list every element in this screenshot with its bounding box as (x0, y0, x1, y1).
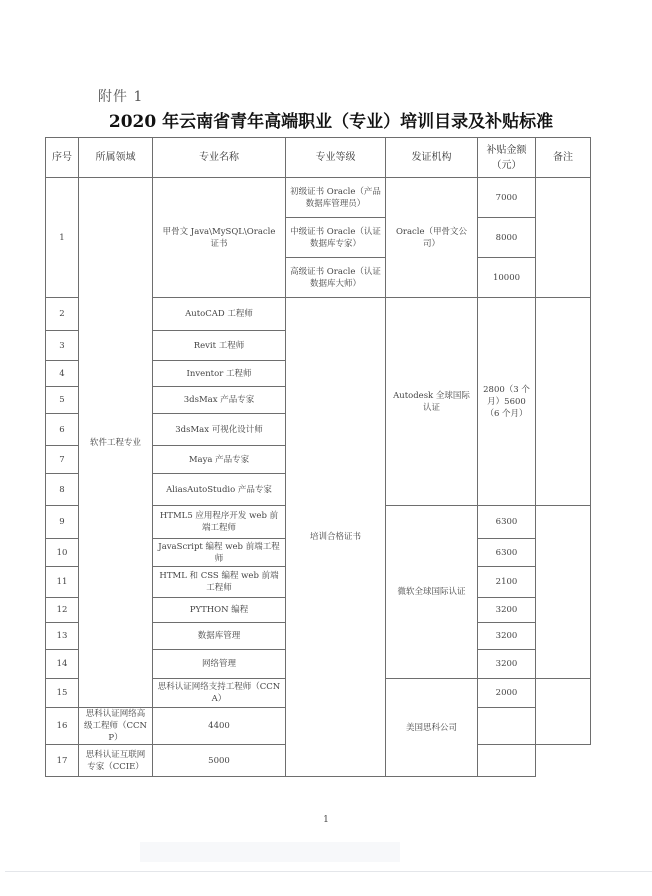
cell-issuer: 微软全球国际认证 (386, 506, 478, 679)
cell-no: 1 (46, 178, 79, 298)
cell-major: JavaScript 编程 web 前端工程师 (153, 539, 286, 567)
cell-subsidy: 2100 (478, 567, 536, 598)
cell-subsidy: 2000 (478, 679, 536, 708)
cell-subsidy: 3200 (478, 598, 536, 623)
cell-major: HTML5 应用程序开发 web 前端工程师 (153, 506, 286, 539)
cell-major: Maya 产品专家 (153, 446, 286, 474)
scan-artifact (140, 842, 400, 862)
cell-major: AliasAutoStudio 产品专家 (153, 474, 286, 506)
page-number: 1 (323, 815, 329, 825)
cell-issuer: Oracle（甲骨文公司） (386, 178, 478, 298)
cell-no: 8 (46, 474, 79, 506)
page-edge-divider (5, 871, 652, 872)
header-domain: 所属领域 (79, 138, 153, 178)
cell-subsidy: 3200 (478, 623, 536, 650)
cell-no: 11 (46, 567, 79, 598)
cell-remark (478, 745, 536, 777)
cell-subsidy: 7000 (478, 178, 536, 218)
cell-major: HTML 和 CSS 编程 web 前端工程师 (153, 567, 286, 598)
cell-no: 2 (46, 298, 79, 331)
cell-subsidy: 10000 (478, 258, 536, 298)
cell-no: 17 (46, 745, 79, 777)
cell-subsidy: 6300 (478, 506, 536, 539)
cell-major: PYTHON 编程 (153, 598, 286, 623)
cell-subsidy: 3200 (478, 650, 536, 679)
cell-remark (536, 298, 591, 506)
cell-major: 思科认证互联网专家（CCIE） (79, 745, 153, 777)
cell-no: 13 (46, 623, 79, 650)
cell-remark (536, 679, 591, 745)
cell-major: 3dsMax 产品专家 (153, 387, 286, 414)
cell-subsidy: 4400 (153, 708, 286, 745)
training-catalog-table (45, 137, 591, 777)
cell-no: 3 (46, 331, 79, 361)
cell-no: 5 (46, 387, 79, 414)
cell-subsidy: 8000 (478, 218, 536, 258)
cell-no: 12 (46, 598, 79, 623)
table-row (46, 178, 591, 218)
header-issuer: 发证机构 (386, 138, 478, 178)
cell-issuer: 美国思科公司 (386, 679, 478, 777)
cell-domain: 软件工程专业 (79, 178, 153, 708)
annex-label: 附件 1 (98, 89, 144, 105)
header-remark: 备注 (536, 138, 591, 178)
header-subsidy: 补贴金额（元） (478, 138, 536, 178)
cell-major: Inventor 工程师 (153, 361, 286, 387)
cell-no: 9 (46, 506, 79, 539)
cell-remark (536, 506, 591, 679)
cell-no: 6 (46, 414, 79, 446)
cell-subsidy: 5000 (153, 745, 286, 777)
cell-level: 高级证书 Oracle（认证数据库大师） (286, 258, 386, 298)
cell-no: 14 (46, 650, 79, 679)
cell-no: 10 (46, 539, 79, 567)
cell-remark (536, 178, 591, 298)
cell-no: 7 (46, 446, 79, 474)
cell-major: AutoCAD 工程师 (153, 298, 286, 331)
table-header-row (46, 138, 591, 178)
cell-major: 网络管理 (153, 650, 286, 679)
cell-level: 中级证书 Oracle（认证数据库专家） (286, 218, 386, 258)
cell-level: 培训合格证书 (286, 298, 386, 777)
cell-level: 初级证书 Oracle（产品数据库管理员） (286, 178, 386, 218)
cell-major: 思科认证网络高级工程师（CCNP） (79, 708, 153, 745)
cell-no: 16 (46, 708, 79, 745)
header-major: 专业名称 (153, 138, 286, 178)
cell-major: Revit 工程师 (153, 331, 286, 361)
cell-subsidy: 2800（3 个月）5600（6 个月） (478, 298, 536, 506)
cell-no: 15 (46, 679, 79, 708)
cell-major: 甲骨文 Java\MySQL\Oracle 证书 (153, 178, 286, 298)
cell-no: 4 (46, 361, 79, 387)
cell-issuer: Autodesk 全球国际认证 (386, 298, 478, 506)
cell-major: 3dsMax 可视化设计师 (153, 414, 286, 446)
header-no: 序号 (46, 138, 79, 178)
document-title: 2020 年云南省青年高端职业（专业）培训目录及补贴标准 (108, 112, 554, 132)
cell-major: 数据库管理 (153, 623, 286, 650)
cell-major: 思科认证网络支持工程师（CCNA） (153, 679, 286, 708)
header-level: 专业等级 (286, 138, 386, 178)
cell-subsidy: 6300 (478, 539, 536, 567)
